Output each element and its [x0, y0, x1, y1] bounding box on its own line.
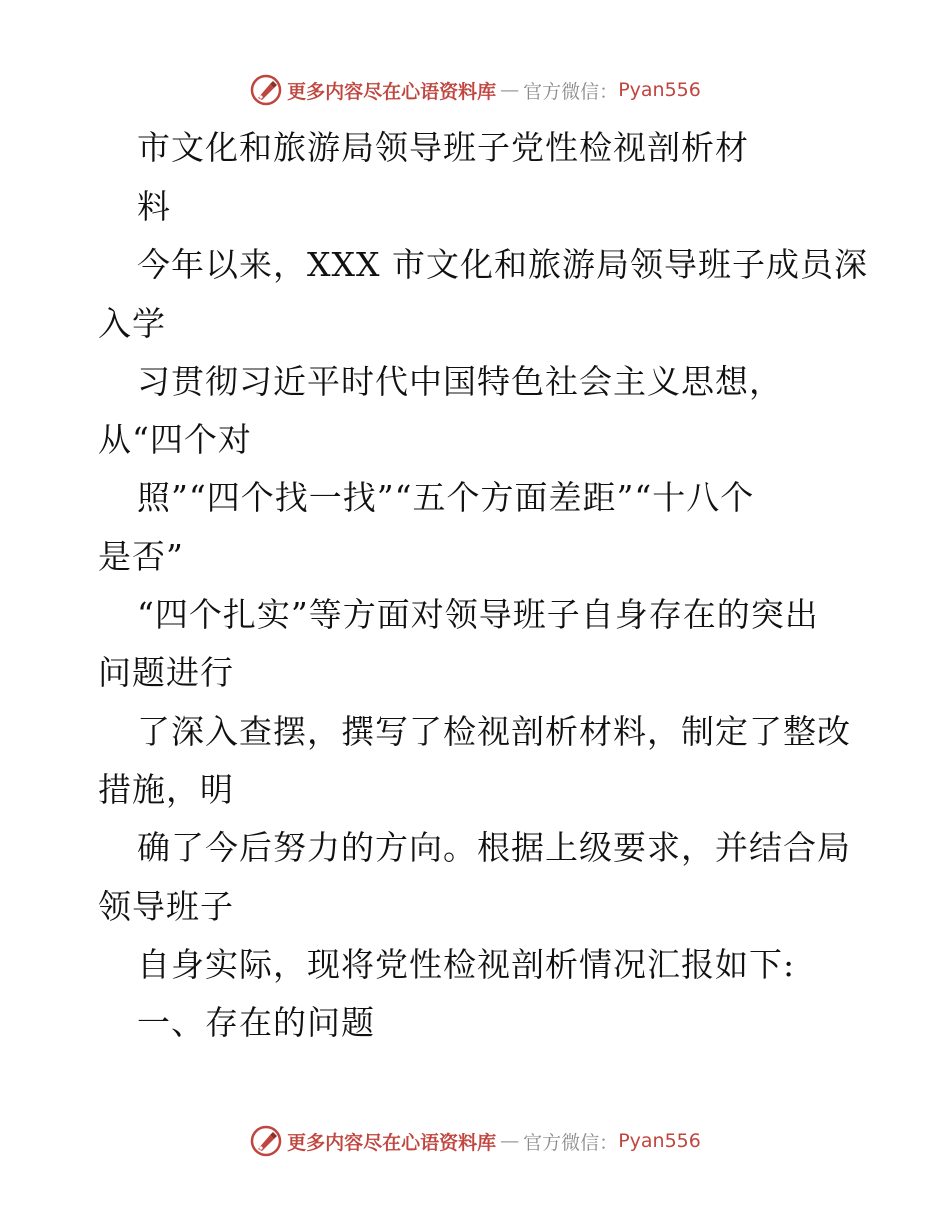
- document-title-line-1: 市文化和旅游局领导班子党性检视剖析材: [137, 128, 749, 167]
- section-heading: 一、存在的问题: [137, 1003, 375, 1042]
- paragraph-line: 领导班子: [98, 887, 234, 926]
- wechat-id: Pyan556: [618, 79, 701, 101]
- paragraph-line: 了深入查摆，撰写了检视剖析材料，制定了整改: [137, 712, 851, 751]
- footer-watermark: [0, 1121, 950, 1161]
- paragraph-line: 是否”: [98, 537, 184, 576]
- header-watermark: [0, 70, 950, 110]
- wechat-label: 官方微信：: [523, 1131, 619, 1154]
- paragraph-line: 自身实际，现将党性检视剖析情况汇报如下:: [137, 945, 796, 984]
- pen-logo-icon: [249, 73, 283, 107]
- watermark-separator: —: [500, 79, 520, 101]
- watermark-text: 更多内容尽在心语资料库: [287, 1131, 497, 1154]
- watermark-separator: —: [500, 1130, 520, 1152]
- paragraph-line: “四个扎实”等方面对领导班子自身存在的突出: [137, 595, 819, 634]
- paragraph-line: 今年以来，XXX 市文化和旅游局领导班子成员深: [137, 245, 868, 284]
- paragraph-line: 习贯彻习近平时代中国特色社会主义思想，: [137, 362, 783, 401]
- paragraph-line: 照”“四个找一找”“五个方面差距”“十八个: [137, 478, 755, 517]
- paragraph-line: 措施，明: [98, 770, 234, 809]
- pen-logo-icon: [249, 1124, 283, 1158]
- watermark-text: 更多内容尽在心语资料库: [287, 80, 497, 103]
- wechat-label: 官方微信：: [523, 80, 619, 103]
- document-title-line-2: 料: [137, 187, 171, 226]
- paragraph-line: 入学: [98, 304, 166, 343]
- wechat-id: Pyan556: [618, 1130, 701, 1152]
- paragraph-line: 问题进行: [98, 653, 234, 692]
- paragraph-line: 从“四个对: [98, 420, 252, 459]
- paragraph-line: 确了今后努力的方向。根据上级要求，并结合局: [137, 828, 851, 867]
